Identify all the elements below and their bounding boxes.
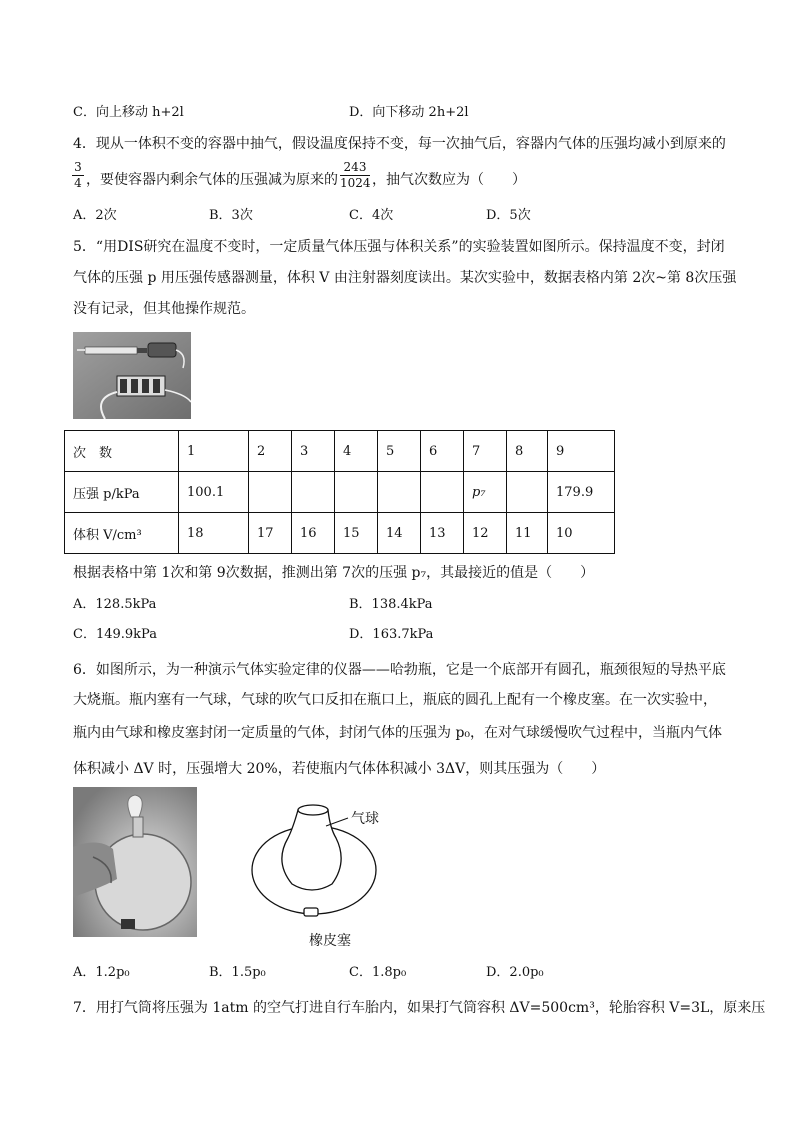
volume-cell: 15 (335, 513, 378, 554)
q5-option-c: C．149.9kPa (73, 627, 157, 642)
balloon-mouth (298, 805, 328, 815)
count-cell: 8 (507, 431, 548, 472)
q4-option-c: C．4次 (349, 208, 394, 223)
q3-option-d: D．向下移动 2h+2l (349, 105, 469, 120)
q6-option-b: B．1.5p₀ (209, 965, 266, 980)
stopper-shape (304, 908, 318, 916)
q4-frac2-numerator: 243 (343, 160, 367, 174)
volume-cell: 10 (548, 513, 615, 554)
q4-option-a: A．2次 (73, 208, 117, 223)
count-cell: 4 (335, 431, 378, 472)
q4-frac1-numerator: 3 (74, 160, 82, 174)
q6-stem-line2: 大烧瓶。瓶内塞有一气球，气球的吹气口反扣在瓶口上，瓶底的圆孔上配有一个橡皮塞。在一次实验中， (73, 692, 717, 708)
pressure-cell (378, 472, 421, 513)
table-row-pressure (65, 472, 615, 513)
hubble-flask-photo-drawing (73, 787, 197, 937)
q5-option-b: B．138.4kPa (349, 597, 433, 612)
q4-fraction-243-1024 (340, 161, 370, 190)
pressure-cell (249, 472, 292, 513)
pressure-cell: 179.9 (548, 472, 615, 513)
pressure-cell (292, 472, 335, 513)
volume-cell: 13 (421, 513, 464, 554)
balloon-shape (282, 810, 341, 890)
pressure-cell-p7: p₇ (464, 472, 507, 513)
q4-stem-line2b: ，抽气次数应为（ ） (372, 172, 526, 188)
volume-cell: 14 (378, 513, 421, 554)
volume-cell: 16 (292, 513, 335, 554)
q4-option-d: D．5次 (486, 208, 531, 223)
q6-option-a: A．1.2p₀ (73, 965, 130, 980)
q7-stem-line1: 7．用打气筒将压强为 1atm 的空气打进自行车胎内，如果打气筒容积 ΔV=500cm³，轮胎容积 V=3L，原来压 (73, 1000, 766, 1016)
q4-stem-line2a: ，要使容器内剩余气体的压强减为原来的 (86, 172, 338, 188)
q6-stem-line1: 6．如图所示，为一种演示气体实验定律的仪器——哈勃瓶，它是一个底部开有圆孔，瓶颈很短的导热平底 (73, 662, 726, 678)
q5-stem-line2: 气体的压强 p 用压强传感器测量，体积 V 由注射器刻度读出。某次实验中，数据表格内第 2次~第 8次压强 (73, 270, 737, 286)
count-cell: 7 (464, 431, 507, 472)
volume-cell: 12 (464, 513, 507, 554)
count-cell: 1 (179, 431, 249, 472)
q6-stem-line3: 瓶内由气球和橡皮塞封闭一定质量的气体，封闭气体的压强为 p₀，在对气球缓慢吹气过程中，当瓶内气体 (73, 725, 723, 741)
q6-stem-line4: 体积减小 ΔV 时，压强增大 20%，若使瓶内气体体积减小 3ΔV，则其压强为（ ） (73, 761, 606, 777)
q6-option-d: D．2.0p₀ (486, 965, 544, 980)
q5-stem-line1: 5．“用DIS研究在温度不变时，一定质量气体压强与体积关系”的实验装置如图所示。保持温度不变，封闭 (73, 239, 725, 255)
q5-option-a: A．128.5kPa (73, 597, 157, 612)
count-cell: 3 (292, 431, 335, 472)
table-row-volume (65, 513, 615, 554)
q3-option-c: C．向上移动 h+2l (73, 105, 184, 120)
volume-cell: 11 (507, 513, 548, 554)
count-cell: 5 (378, 431, 421, 472)
hubble-flask-diagram (248, 800, 428, 950)
hubble-flask-photo (73, 787, 197, 937)
count-cell: 6 (421, 431, 464, 472)
table-row-count (65, 431, 615, 472)
q4-stem-line1: 4．现从一体积不变的容器中抽气，假设温度保持不变，每一次抽气后，容器内气体的压强均减小到原来的 (73, 136, 726, 152)
label-balloon: 气球 (351, 811, 379, 827)
volume-cell: 18 (179, 513, 249, 554)
dis-apparatus-photo (73, 332, 191, 419)
q4-fraction-3-4 (72, 161, 84, 190)
q4-frac1-denominator: 4 (74, 176, 82, 190)
row-label-pressure: 压强 p/kPa (65, 472, 179, 513)
pressure-cell: 100.1 (179, 472, 249, 513)
q5-option-d: D．163.7kPa (349, 627, 434, 642)
pressure-cell (507, 472, 548, 513)
count-cell: 9 (548, 431, 615, 472)
pressure-cell (421, 472, 464, 513)
pressure-volume-table (64, 430, 615, 554)
q4-option-b: B．3次 (209, 208, 253, 223)
q6-option-c: C．1.8p₀ (349, 965, 407, 980)
q4-frac2-denominator: 1024 (340, 176, 371, 190)
count-cell: 2 (249, 431, 292, 472)
label-stopper: 橡皮塞 (309, 933, 351, 949)
row-label-volume: 体积 V/cm³ (65, 513, 179, 554)
row-label-count: 次 数 (65, 431, 179, 472)
pressure-cell (335, 472, 378, 513)
q5-stem-line3: 没有记录，但其他操作规范。 (73, 301, 255, 317)
dis-apparatus-drawing (73, 332, 191, 419)
volume-cell: 17 (249, 513, 292, 554)
q5-question: 根据表格中第 1次和第 9次数据，推测出第 7次的压强 p₇，其最接近的值是（ ） (73, 565, 595, 581)
